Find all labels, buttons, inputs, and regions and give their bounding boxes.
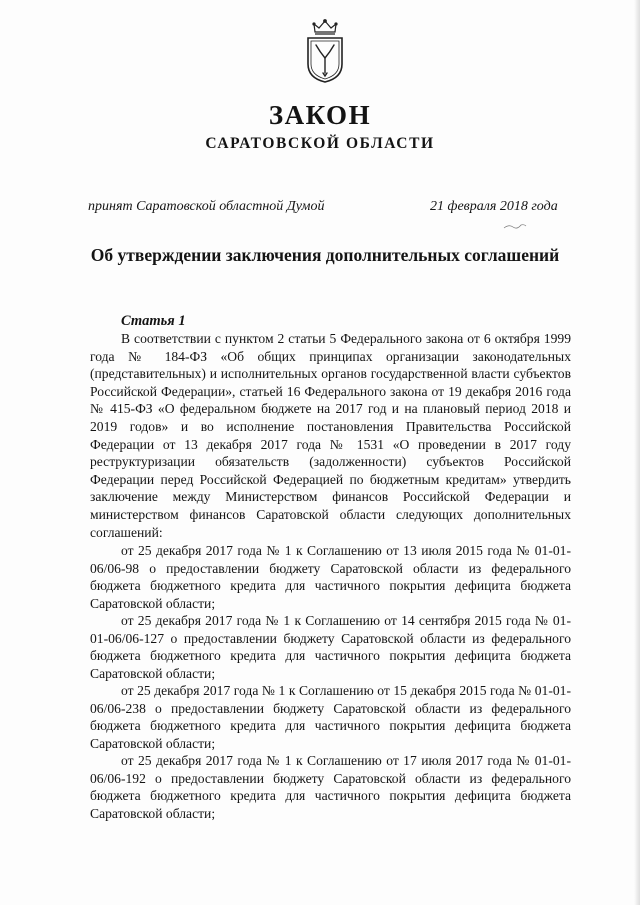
law-heading: Об утверждении заключения дополнительных соглашений	[90, 245, 560, 265]
article-title: Статья 1	[121, 313, 186, 329]
agreement-item-text: от 25 декабря 2017 года № 1 к Соглашению от 13 июля 2015 года № 01-01-06/06-98 о предоставлении бюджету Саратовской области из федерального бюджета бюджетного кредита для частичного покрытия дефицита бюджета Саратовской области;	[90, 543, 571, 611]
paragraph-text: В соответствии с пунктом 2 статьи 5 Федерального закона от 6 октября 1999 года № 184-ФЗ «Об общих принципах организации законодательных (представительных) и исполнительных органов государственной власти субъектов Российской Федерации», статьей 16 Федерального закона от 19 декабря 2016 года № 415-ФЗ «О федеральном бюджете на 2017 год и на плановый период 2018 и 2019 годов» и во исполнение постановления Правительства Российской Федерации от 13 декабря 2017 года № 1531 «О проведении в 2017 году реструктуризации обязательств (задолженности) субъектов Российской Федерации перед Российской Федерацией по бюджетным кредитам» утвердить заключение между Министерством финансов Российской Федерации и министерством финансов Саратовской области следующих дополнительных соглашений:	[90, 331, 571, 540]
agreement-item	[90, 682, 571, 752]
region-name: САРАТОВСКОЙ ОБЛАСТИ	[205, 135, 435, 152]
adoption-date: 21 февраля 2018 года	[430, 199, 558, 214]
agreement-item	[90, 612, 571, 682]
agreement-item-text: от 25 декабря 2017 года № 1 к Соглашению от 14 сентября 2015 года № 01-01-06/06-127 о предоставлении бюджету Саратовской области из федерального бюджета бюджетного кредита для частичного покрытия дефицита бюджета Саратовской области;	[90, 613, 571, 681]
agreement-item-text: от 25 декабря 2017 года № 1 к Соглашению от 15 декабря 2015 года № 01-01-06/06-238 о предоставлении бюджету Саратовской области из федерального бюджета бюджетного кредита для частичного покрытия дефицита бюджета Саратовской области;	[90, 683, 571, 751]
document-title: ЗАКОН	[268, 100, 372, 130]
adopted-by-line: принят Саратовской областной Думой	[88, 199, 325, 214]
agreement-item	[90, 542, 571, 612]
saratov-coat-of-arms-icon	[303, 18, 347, 84]
article-paragraph	[90, 330, 571, 541]
handwritten-mark	[503, 222, 527, 230]
agreement-item-text: от 25 декабря 2017 года № 1 к Соглашению от 17 июля 2017 года № 01-01-06/06-192 о предоставлении бюджету Саратовской области из федерального бюджета бюджетного кредита для частичного покрытия дефицита бюджета Саратовской области;	[90, 753, 571, 821]
agreement-item	[90, 752, 571, 822]
